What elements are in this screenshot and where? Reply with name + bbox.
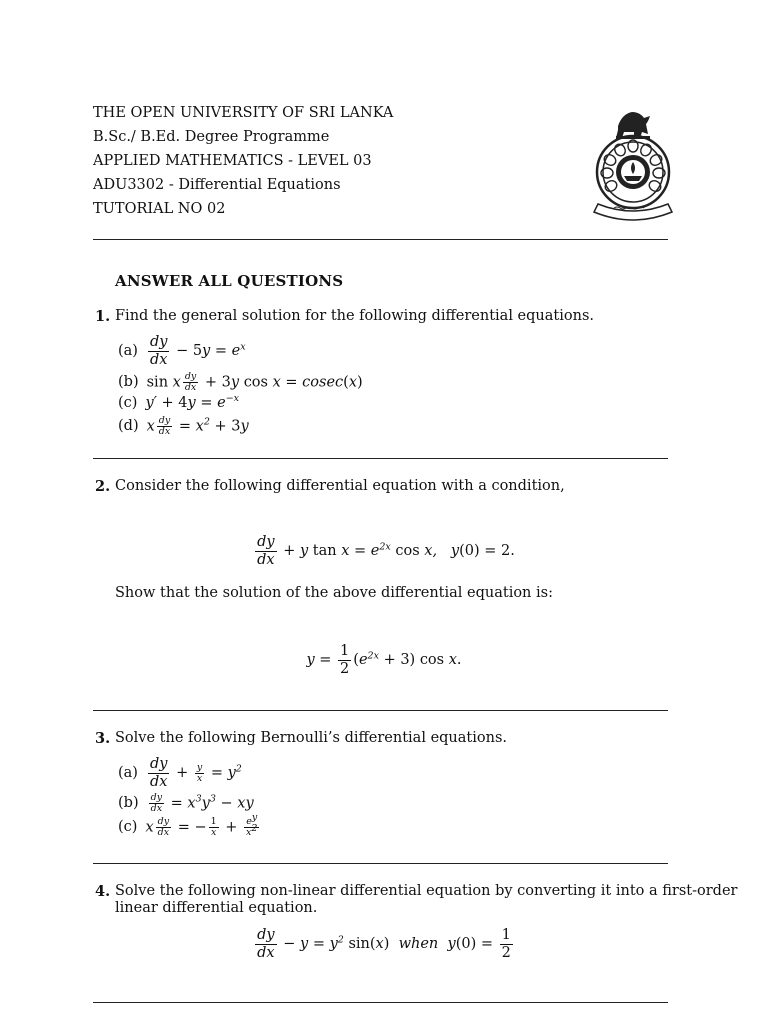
separator-rule: [93, 710, 668, 711]
item-label: (a): [118, 343, 138, 360]
question-1b: [118, 372, 363, 393]
tutorial-number: TUTORIAL NO 02: [93, 201, 226, 217]
course-level: APPLIED MATHEMATICS - LEVEL 03: [93, 153, 372, 169]
item-label: (d): [118, 418, 139, 435]
question-1-number: 1.: [95, 308, 111, 325]
question-3c: [118, 811, 261, 838]
equation: $\frac{dy}{dx}$ − $5y = e^x$: [149, 334, 246, 368]
question-2-solution: y = $\frac{1}{2}$ $(e^{2x} + 3)$ cos x.: [306, 643, 462, 677]
question-4-text-continued: linear differential equation.: [115, 900, 318, 916]
question-4-equation: $\frac{dy}{dx}$ − $y = y^2$ sin(x) when y(0) = $\frac{1}{2}$: [257, 927, 511, 961]
item-label: (b): [118, 795, 139, 812]
question-1c: [118, 395, 239, 411]
question-4-number: 4.: [95, 883, 111, 900]
question-2-equation: $\frac{dy}{dx}$ + y $\tan x = e^{2x}$ cos x, y(0) = 2.: [257, 534, 515, 568]
question-2-number: 2.: [95, 478, 111, 495]
question-2-text: Consider the following differential equation with a condition,: [115, 478, 565, 494]
item-label: (b): [118, 374, 139, 391]
item-label: (a): [118, 765, 138, 782]
university-name: THE OPEN UNIVERSITY OF SRI LANKA: [93, 105, 394, 121]
instruction-heading: ANSWER ALL QUESTIONS: [115, 272, 344, 290]
equation: $y' + 4y = e^{-x}$: [145, 393, 240, 411]
question-3-text: Solve the following Bernoulli’s differential equations.: [115, 730, 508, 746]
equation: sin x $\frac{dy}{dx}$ + 3y cos x = cosec(x): [146, 371, 363, 393]
equation: $\frac{dy}{dx}$ + $\frac{y}{x}$ = $y^2$: [149, 756, 242, 790]
separator-rule: [93, 239, 668, 240]
degree-programme: B.Sc./ B.Ed. Degree Programme: [93, 129, 330, 145]
equation: x $\frac{dy}{dx}$ = $x^2 + 3y$: [146, 415, 249, 437]
question-1d: [118, 416, 249, 437]
question-2-instruction: Show that the solution of the above differential equation is:: [115, 585, 553, 601]
equation: x $\frac{dy}{dx}$ = − $\frac{1}{x}$ + $\frac{e^y}{x^2}$: [145, 811, 258, 838]
question-1a: [118, 334, 246, 368]
separator-rule: [93, 863, 668, 864]
question-3-number: 3.: [95, 730, 111, 747]
question-3a: [118, 756, 242, 790]
separator-rule: [93, 458, 668, 459]
separator-rule: [93, 1002, 668, 1003]
university-crest-icon: [590, 104, 676, 224]
question-1-text: Find the general solution for the following differential equations.: [115, 308, 594, 324]
question-3b: [118, 793, 254, 814]
item-label: (c): [118, 819, 138, 836]
equation: $\frac{dy}{dx}$ = $x^3y^3$ − xy: [150, 792, 254, 814]
item-label: (c): [118, 395, 138, 411]
question-4-text: Solve the following non-linear differential equation by converting it into a first-order: [115, 883, 738, 899]
course-code: ADU3302 - Differential Equations: [93, 177, 341, 193]
